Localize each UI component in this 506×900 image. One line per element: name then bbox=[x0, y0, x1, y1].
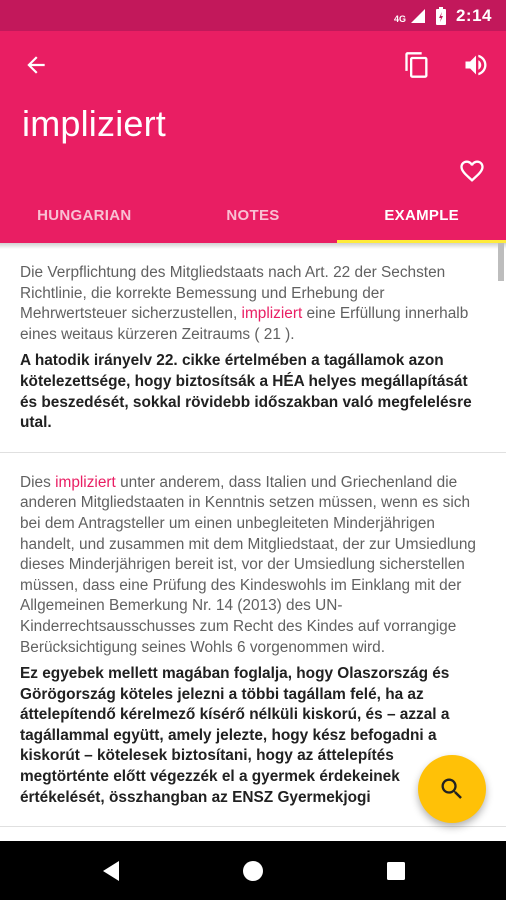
copy-icon bbox=[403, 51, 431, 79]
example-translation: A hatodik irányelv 22. cikke értelmében a tagállamok azon kötelezettsége, hogy biztosítsák a HÉA helyes megállapítását és beszedését, sokkal rövidebb időszakban való megfelelésre utal. bbox=[20, 352, 472, 432]
navigation-bar bbox=[0, 841, 506, 900]
highlighted-word: impliziert bbox=[55, 473, 116, 491]
nav-recents-button[interactable] bbox=[384, 859, 408, 883]
tab-bar-shadow bbox=[0, 243, 506, 249]
tab-hungarian[interactable]: HUNGARIAN bbox=[37, 206, 132, 224]
nav-back-button[interactable] bbox=[99, 859, 123, 883]
circle-home-icon bbox=[242, 860, 264, 882]
tab-bar bbox=[0, 187, 506, 243]
nav-home-button[interactable] bbox=[241, 859, 265, 883]
example-source-text bbox=[20, 263, 486, 345]
app-bar bbox=[0, 31, 506, 187]
signal-icon bbox=[410, 8, 426, 24]
example-item bbox=[0, 243, 506, 453]
search-fab[interactable] bbox=[418, 755, 486, 823]
scrollbar-thumb[interactable] bbox=[498, 243, 504, 281]
source-text-before: Dies bbox=[20, 473, 56, 491]
speak-button[interactable] bbox=[456, 45, 496, 85]
source-text-after: unter anderem, dass Italien und Griechenland die anderen Mitgliedstaaten in Kenntnis setzen müssen, wenn es sich bei dem Antragsteller um einen unbegleiteten Minderjährigen handelt, und zusammen mit dem Mitgliedstaat, der zur Umsiedlung dieses Minderjährigen bereit ist, vor der Umsiedlung sicherstellen müssen, dass eine Prüfung des Kindeswohls im Einklang mit der Allgemeinen Bemerkung Nr. 14 (2013) des UN-Kinderrechtsausschusses zum Recht des Kindes auf vorrangige Berücksichtigung seines Wohls 6 vorgenommen wird. bbox=[20, 473, 476, 656]
word-title: impliziert bbox=[22, 103, 167, 144]
tab-example[interactable]: EXAMPLE bbox=[337, 187, 506, 243]
examples-list[interactable] bbox=[0, 243, 506, 841]
source-text-before: Die Verpflichtung des Mitgliedstaats nach Art. 22 der Sechsten Richtlinie, die korrekte Bemessung und Erhebung der Mehrwertsteuer sicherzustellen, bbox=[20, 264, 446, 323]
network-label: 4G bbox=[393, 13, 406, 24]
back-button[interactable] bbox=[16, 45, 56, 85]
clock: 2:14 bbox=[455, 5, 492, 25]
example-source-text bbox=[20, 473, 486, 658]
heart-outline-icon bbox=[458, 157, 486, 185]
example-translation: Ez egyebek mellett magában foglalja, hogy Olaszország és Görögország köteles jelezni a többi tagállam felé, ha az áttelepítendő kérelmező kísérő nélküli kiskorú, és – azzal a tagállammal együtt, amely jelezte, hogy kész befogadni a kiskorút – kötelesek biztosítani, hogy az áttelepítés megtörténte előtt végezzék el a gyermek érdekeinek értékelését, összhangban az ENSZ Gyermekjogi bbox=[20, 665, 450, 806]
favorite-button[interactable] bbox=[452, 151, 492, 191]
highlighted-word: impliziert bbox=[241, 305, 303, 323]
battery-icon bbox=[436, 7, 446, 25]
tab-notes[interactable]: NOTES bbox=[226, 206, 280, 224]
signal-indicator bbox=[394, 8, 426, 24]
square-recents-icon bbox=[386, 861, 406, 881]
copy-button[interactable] bbox=[397, 45, 437, 85]
triangle-back-icon bbox=[101, 860, 121, 882]
arrow-back-icon bbox=[23, 52, 49, 78]
volume-icon bbox=[462, 51, 490, 79]
status-bar bbox=[0, 0, 506, 31]
source-text-after: eine Erfüllung innerhalb eines weitaus kürzeren Zeitraums ( 21 ). bbox=[20, 305, 469, 343]
search-icon bbox=[438, 775, 466, 803]
